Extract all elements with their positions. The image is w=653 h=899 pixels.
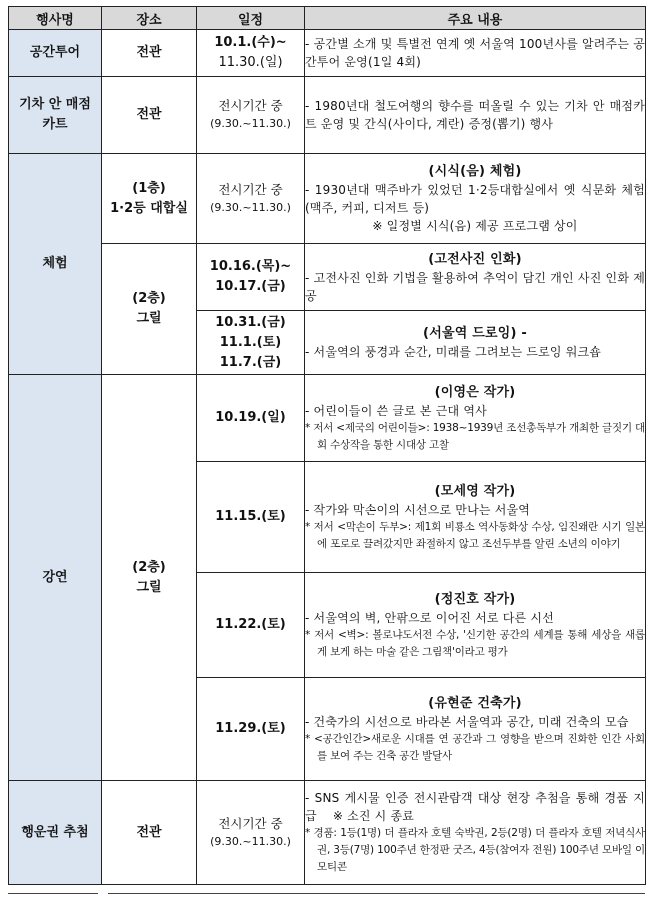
content-drawing <box>305 311 646 375</box>
date-lecture-4: 11.29.(토) <box>197 678 305 781</box>
date-lottery-label: 전시기간 중 <box>218 815 283 831</box>
date-cart-label: 전시기간 중 <box>218 98 283 113</box>
header-main-content: 주요 내용 <box>305 7 646 30</box>
event-name-tour: 공간투어 <box>9 30 102 77</box>
content-tasting <box>305 154 646 244</box>
content-lecture-3 <box>305 573 646 678</box>
date-lecture-3: 11.22.(토) <box>197 573 305 678</box>
lecture-3-note: * 저서 <벽>: 볼로냐도서전 수상, '신기한 공간의 세계를 통해 세상을 새롭게 보게 하는 마술 같은 그림책'이라고 평가 <box>305 628 645 658</box>
event-name-cart-line2: 카트 <box>42 117 68 132</box>
content-tasting-note: ※ 일정별 시식(음) 제공 프로그램 상이 <box>372 219 578 233</box>
date-photo-end: 10.17.(금) <box>215 279 286 294</box>
content-lottery <box>305 781 646 885</box>
lottery-prize-note: * 경품: 1등(1명) 더 플라자 호텔 숙박권, 2등(2명) 더 플라자 호텔 저녁식사권, 3등(7명) 100주년 한정판 굿즈, 4등(참여자 전원) 100주년 모바일 이모티콘 <box>305 827 645 873</box>
place-lecture-floor: (2층) <box>132 559 166 575</box>
lecture-1-text: - 어린이들이 쓴 글로 본 근대 역사 <box>305 403 487 418</box>
date-tour <box>197 30 305 77</box>
lecture-4-note: * <공간인간>새로운 시대를 연 공간과 그 영향을 받으며 진화한 인간 사회를 보여 주는 건축 공간 발달사 <box>305 732 645 762</box>
lecture-4-title: (유현준 건축가) <box>428 695 522 711</box>
content-photo <box>305 244 646 311</box>
header-event-name: 행사명 <box>9 7 102 30</box>
content-photo-text: - 고전사진 인화 기법을 활용하여 추억이 담긴 개인 사진 인화 제공 <box>305 270 645 303</box>
lecture-3-title: (정진호 작가) <box>434 591 516 607</box>
date-cart <box>197 77 305 154</box>
date-drawing-2: 11.1.(토) <box>219 334 282 350</box>
header-row <box>9 7 646 30</box>
date-lottery <box>197 781 305 885</box>
place-lecture <box>102 375 197 781</box>
date-cart-range: (9.30.~11.30.) <box>210 117 291 130</box>
header-place: 장소 <box>102 7 197 30</box>
lecture-1-title: (이영은 작가) <box>434 384 516 400</box>
footer-divider-left <box>8 893 98 894</box>
event-name-experience: 체험 <box>9 154 102 375</box>
content-lecture-2 <box>305 462 646 573</box>
table-row <box>9 375 646 462</box>
content-drawing-text: - 서울역의 풍경과 순간, 미래를 그려보는 드로잉 워크숍 <box>305 345 602 359</box>
content-lecture-4 <box>305 678 646 781</box>
date-drawing-3: 11.7.(금) <box>219 354 282 370</box>
table-row <box>9 154 646 244</box>
content-tasting-title: (시식(음) 체험) <box>428 164 522 179</box>
place-lottery: 전관 <box>102 781 197 885</box>
date-photo-start: 10.16.(목)~ <box>209 259 292 274</box>
date-photo <box>197 244 305 311</box>
table-row <box>9 30 646 77</box>
lecture-1-note: * 저서 <제국의 어린이들>: 1938~1939년 조선총독부가 개최한 글짓기 대회 수상작을 통한 시대상 고찰 <box>305 421 645 451</box>
lecture-2-text: - 작가와 막손이의 시선으로 만나는 서울역 <box>305 502 531 517</box>
place-tasting <box>102 154 197 244</box>
event-name-lecture: 강연 <box>9 375 102 781</box>
lottery-text: - SNS 게시물 인증 전시관람객 대상 현장 추첨을 통해 경품 지급 <box>305 791 645 823</box>
place-gallery-room: 그릴 <box>136 311 162 326</box>
content-photo-title: (고전사진 인화) <box>428 251 522 267</box>
table-row <box>9 244 646 311</box>
event-schedule-table <box>8 6 646 885</box>
table-row <box>9 781 646 885</box>
content-tasting-text: - 1930년대 맥주바가 있었던 1·2등대합실에서 옛 식문화 체험(맥주, 커피, 디저트 등) <box>305 183 645 215</box>
footer-divider-right <box>108 893 645 894</box>
place-tasting-floor: (1층) <box>132 180 166 196</box>
date-lecture-1: 10.19.(일) <box>197 375 305 462</box>
date-lottery-range: (9.30.~11.30.) <box>210 834 291 848</box>
date-tour-start: 10.1.(수)~ <box>214 35 287 50</box>
place-gallery-floor: (2층) <box>132 291 166 306</box>
content-drawing-title: (서울역 드로잉) - <box>423 326 527 341</box>
place-cart: 전관 <box>102 77 197 154</box>
place-tour: 전관 <box>102 30 197 77</box>
date-tasting-label: 전시기간 중 <box>218 181 283 197</box>
lecture-3-text: - 서울역의 벽, 안팎으로 이어진 서로 다른 시선 <box>305 610 554 625</box>
header-schedule: 일정 <box>197 7 305 30</box>
content-tour: - 공간별 소개 및 특별전 연계 옛 서울역 100년사를 알려주는 공간투어 운영(1일 4회) <box>305 30 646 77</box>
event-name-cart <box>9 77 102 154</box>
place-gallery-experience <box>102 244 197 375</box>
date-lecture-2: 11.15.(토) <box>197 462 305 573</box>
lecture-2-note: * 저서 <막손이 두부>: 제1회 비룡소 역사동화상 수상, 임진왜란 시기 일본에 포로로 끌려갔지만 좌절하지 않고 조선두부를 알린 소년의 이야기 <box>305 520 645 550</box>
place-tasting-room: 1·2등 대합실 <box>110 200 188 216</box>
lecture-4-text: - 건축가의 시선으로 바라본 서울역과 공간, 미래 건축의 모습 <box>305 714 629 729</box>
content-cart: - 1980년대 철도여행의 향수를 떠올릴 수 있는 기차 안 매점카트 운영 및 간식(사이다, 계란) 증정(뽑기) 행사 <box>305 77 646 154</box>
date-drawing-1: 10.31.(금) <box>215 314 286 330</box>
event-name-lottery: 행운권 추첨 <box>9 781 102 885</box>
lottery-text-note: ※ 소진 시 종료 <box>332 809 415 823</box>
date-tasting-range: (9.30.~11.30.) <box>210 200 291 214</box>
table-row <box>9 77 646 154</box>
date-tour-end: 11.30.(일) <box>218 55 283 70</box>
event-name-cart-line1: 기차 안 매점 <box>19 97 91 112</box>
content-lecture-1 <box>305 375 646 462</box>
place-lecture-room: 그릴 <box>136 579 162 595</box>
date-drawing <box>197 311 305 375</box>
lecture-2-title: (모세영 작가) <box>434 483 516 499</box>
date-tasting <box>197 154 305 244</box>
